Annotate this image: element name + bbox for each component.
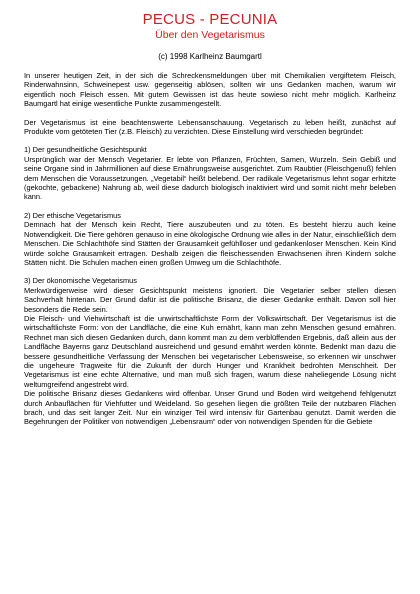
definition-text: Der Vegetarismus ist eine beachtenswerte Lebensanschauung. Vegetarisch zu leben heißt, zunächst auf Produkte vom getöteten Tier (z.B. Fleisch) zu verzichten. Diese Einstellung wird verschieden begründet: [24,117,396,137]
intro-paragraph [24,71,396,109]
author-line: (c) 1998 Karlheinz Baumgartl [158,52,262,61]
section-paragraph: Die politische Brisanz dieses Gedankens wird offenbar. Unser Grund und Boden wird weitgehend fehlgenutzt durch Anbauflächen für Viehfutter und Weideland. So gesehen liegen die größten Teile der nutzbaren Flächen brach, und das seit langer Zeit. Nur ein winziger Teil wird intensiv für Gartenbau genutzt. Damit werden die Begehrungen der Politiker von notwendigen „Lebensraum“ oder von notwendigen Spenden für die Gebiete [24,389,396,427]
section-heading: 1) Der gesundheitliche Gesichtspunkt [24,145,147,155]
definition-paragraph [24,118,396,137]
document-title: PECUS - PECUNIA [142,11,278,28]
section-paragraph: Die Fleisch- und Viehwirtschaft ist die unwirtschaftlichste Form der Volkswirtschaft. Der Vegetarismus ist die wirtschaftlichste Form: von der Landfläche, die eine Kuh ernährt, kann man zehn Menschen gesund ernähren. Rechnet man sich diesen Gedanken durch, dann kommt man zu dem verblüffenden Ergebnis, daß allein aus der Landfläche Bayerns ganz Deutschland ausreichend und gesund ernährt werden könnte. Bedenkt man dazu die bessere gesundheitliche Verfassung der Menschen bei vegetarischer Lebensweise, so erkennen wir unschwer die ungeheure Tragweite für die Zukunft der durch Hunger und Krankheit bedrohten Menschheit. Der Vegetarismus ist eine echte Alternative, und man muß sich fragen, warum diese naheliegende Lösung nicht weltumgreifend angestrebt wird. [24,313,396,389]
section-heading: 2) Der ethische Vegetarismus [24,210,121,220]
section-paragraph: Demnach hat der Mensch kein Recht, Tiere auszubeuten und zu töten. Es besteht hierzu auch keine Notwendigkeit. Die Tiere gehören genauso in eine ökologische Ordnung wie alles in der Natur, einschließlich dem Menschen. Die Schlachthöfe sind Stätten der Grausamkeit gefühlloser und gedankenloser Menschen. Kein Kind würde solche Grausamkeit ertragen. Deshalb zeigen die fleischessenden Erwachsenen ihren Kindern solche Stätten nicht. Die Schulen machen einen großen Umweg um die Schlachthöfe. [24,220,396,267]
section-paragraph: Merkwürdigerweise wird dieser Gesichtspunkt meistens ignoriert. Die Vegetarier selber stellen diesen Sachverhalt hintenan. Der Grund dafür ist die politische Brisanz, die dieser Gedanke enthält. Davon soll hier besonders die Rede sein. [24,285,396,314]
document-subtitle: Über den Vegetarismus [155,29,265,41]
section-economy [24,276,396,427]
intro-text: In unserer heutigen Zeit, in der sich die Schreckensmeldungen über mit Chemikalien vergiftetem Fleisch, Rinderwahnsinn, Schweinepest usw. gegenseitig ablösen, sollten wir uns Gedanken machen, warum wir eigentlich noch Fleisch essen. Mit gutem Gewissen ist das heute sowieso nicht mehr möglich. Karlheinz Baumgartl hat einige wesentliche Punkte zusammengestellt. [24,71,396,109]
section-ethics [24,211,396,267]
section-health [24,145,396,201]
section-paragraph: Ursprünglich war der Mensch Vegetarier. Er lebte von Pflanzen, Früchten, Samen, Wurzeln. Sein Gebiß und seine Organe sind in Jahrmillionen auf diese Ernährungsweise ausgerichtet. Zum Raubtier (Fleischgenuß) fehlen dem Menschen die Voraussetzungen. „Vegetabil“ heißt belebend. Der radikale Vegetarismus lehnt sogar erhitzte (gekochte, gebackene) Nahrung ab, weil diese dadurch biologisch inaktiviert wird und somit nicht mehr beleben kann. [24,154,396,202]
section-heading: 3) Der ökonomische Vegetarismus [24,276,137,286]
